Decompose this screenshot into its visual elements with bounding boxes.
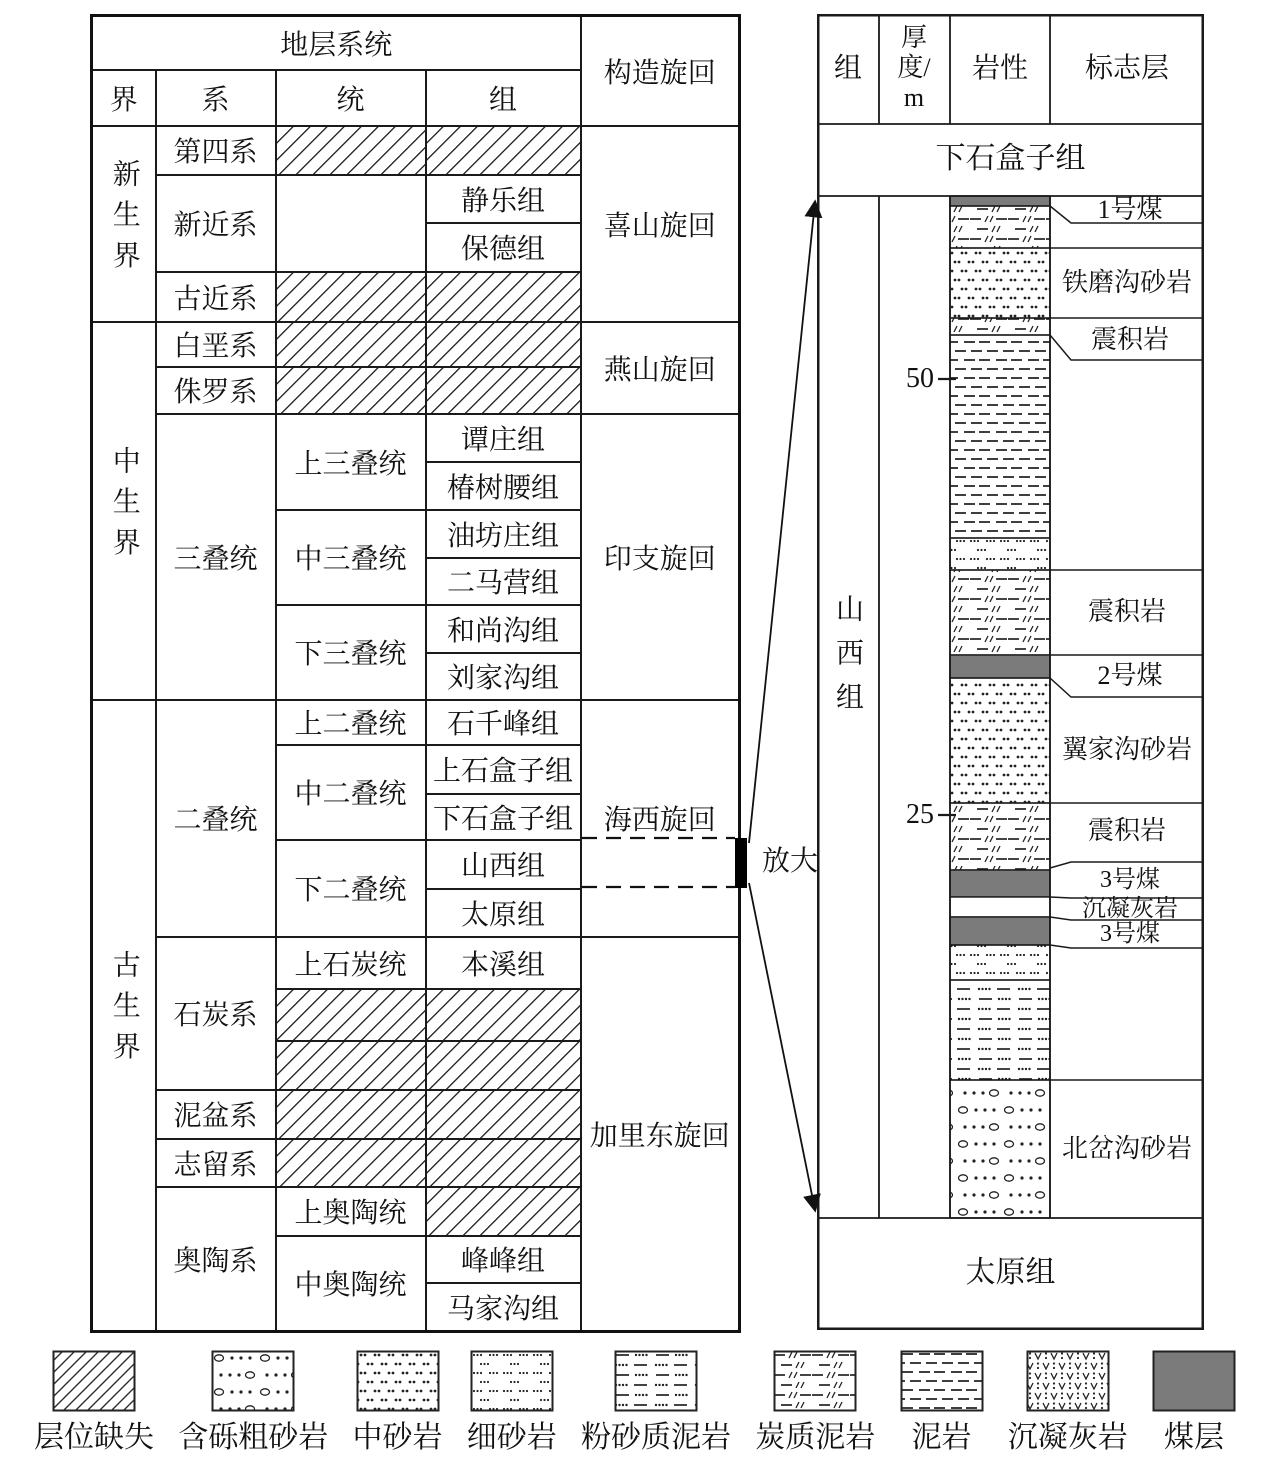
lt-series: 下二叠统	[276, 840, 426, 937]
marker-label-coal3: 3号煤	[1100, 867, 1160, 893]
lt-series-empty	[276, 175, 426, 272]
lt-series: 中二叠统	[276, 745, 426, 840]
legend-swatch-medium_sandstone	[356, 1350, 440, 1412]
lith-layer-fine_sandstone	[950, 945, 1050, 980]
legend-label: 粉砂质泥岩	[581, 1421, 731, 1454]
rt-header-lithology: 岩性	[971, 53, 1028, 84]
lt-hatch-cell	[276, 126, 426, 175]
legend-item-mudstone	[900, 1350, 984, 1455]
header-series: 统	[276, 70, 426, 126]
legend-swatch-coal	[1152, 1350, 1236, 1412]
lt-formation: 椿树腰组	[426, 462, 581, 510]
rt-header-formation: 组	[833, 53, 862, 84]
lt-cycle: 燕山旋回	[581, 322, 740, 414]
lith-layer-silty_mudstone	[950, 980, 1050, 1080]
marker-label-sandstone: 翼家沟砂岩	[1061, 735, 1192, 764]
lt-hatch-cell	[276, 322, 426, 367]
depth-tick-50: 50	[906, 363, 934, 394]
lith-layer-coarse_sandstone	[950, 1080, 1050, 1218]
legend-item-carbonaceous_mudstone	[755, 1350, 875, 1455]
legend-swatch-mudstone	[900, 1350, 984, 1412]
header-era: 界	[92, 70, 156, 126]
lt-system: 新近系	[156, 175, 276, 272]
lt-hatch-cell	[426, 1041, 581, 1090]
legend-label: 炭质泥岩	[755, 1421, 876, 1454]
lt-formation-shanxi: 山西组	[426, 840, 581, 889]
lt-system: 三叠统	[156, 414, 276, 700]
legend-item-tuff	[1008, 1350, 1128, 1455]
legend-label: 沉凝灰岩	[1007, 1421, 1128, 1454]
lt-system: 侏罗系	[156, 367, 276, 414]
lt-hatch-cell	[276, 989, 426, 1041]
legend-swatch-silty_mudstone	[614, 1350, 698, 1412]
lt-formation: 马家沟组	[426, 1283, 581, 1332]
lt-series: 上三叠统	[276, 414, 426, 510]
lt-series: 上石炭统	[276, 937, 426, 989]
depth-tick-25: 25	[906, 799, 934, 830]
header-system: 系	[156, 70, 276, 126]
lith-layer-coal	[950, 870, 1050, 897]
lt-cycle: 喜山旋回	[581, 126, 740, 322]
lt-system: 二叠统	[156, 700, 276, 937]
lt-hatch-cell	[276, 272, 426, 322]
rt-above-formation: 下石盒子组	[935, 142, 1086, 175]
lith-layer-coal	[950, 196, 1050, 206]
lt-era-cenozoic	[92, 126, 156, 322]
legend-swatch-hatch	[52, 1350, 136, 1412]
lt-hatch-cell	[426, 367, 581, 414]
lt-formation: 刘家沟组	[426, 653, 581, 700]
lt-cycle: 加里东旋回	[581, 937, 740, 1332]
lt-system: 志留系	[156, 1139, 276, 1187]
lt-system: 泥盆系	[156, 1090, 276, 1139]
lt-cycle: 海西旋回	[581, 700, 740, 937]
lith-layer-tuff_band	[950, 897, 1050, 917]
header-strat-system: 地层系统	[92, 16, 581, 70]
lt-hatch-cell	[426, 1139, 581, 1187]
marker-label-coal3: 3号煤	[1100, 921, 1160, 947]
rt-formation-name: 山西组	[832, 594, 863, 726]
lt-formation: 谭庄组	[426, 414, 581, 462]
lt-formation: 峰峰组	[426, 1236, 581, 1283]
lt-hatch-cell	[426, 1187, 581, 1236]
marker-label-seismite: 震积岩	[1087, 816, 1166, 845]
legend-label: 中砂岩	[352, 1421, 443, 1454]
header-formation: 组	[426, 70, 581, 126]
strat-system-table	[90, 14, 741, 1333]
legend-label: 泥岩	[911, 1421, 972, 1454]
depth-tick-dashes	[938, 379, 956, 815]
lt-formation: 和尚沟组	[426, 605, 581, 653]
rt-below-formation: 太原组	[965, 1256, 1056, 1289]
lt-system: 第四系	[156, 126, 276, 175]
legend-swatch-carbonaceous_mudstone	[773, 1350, 857, 1412]
legend-item-hatch	[34, 1350, 154, 1455]
legend-swatch-fine_sandstone	[470, 1350, 554, 1412]
lt-formation: 石千峰组	[426, 700, 581, 745]
zoom-label: 放大	[761, 846, 818, 877]
lith-layer-carbonaceous_mudstone	[950, 570, 1050, 655]
lt-formation: 下石盒子组	[426, 794, 581, 840]
marker-label-coal2: 2号煤	[1097, 661, 1163, 690]
marker-label-tuff: 沉凝灰岩	[1082, 896, 1178, 922]
legend	[34, 1350, 1236, 1455]
legend-label: 层位缺失	[34, 1421, 154, 1454]
legend-item-coarse_sandstone	[178, 1350, 328, 1455]
lt-hatch-cell	[276, 1090, 426, 1139]
marker-label-coal1: 1号煤	[1097, 195, 1163, 224]
legend-item-coal	[1152, 1350, 1236, 1455]
lt-system: 白垩系	[156, 322, 276, 367]
lt-hatch-cell	[426, 322, 581, 367]
lith-layer-medium_sandstone	[950, 248, 1050, 318]
legend-swatch-coarse_sandstone	[211, 1350, 295, 1412]
lt-hatch-cell	[276, 1139, 426, 1187]
header-tectonic-cycle: 构造旋回	[581, 16, 740, 126]
lt-formation: 静乐组	[426, 175, 581, 223]
rt-header-marker: 标志层	[1084, 53, 1169, 84]
lt-hatch-cell	[426, 1090, 581, 1139]
lt-series: 下三叠统	[276, 605, 426, 700]
lt-series: 中三叠统	[276, 510, 426, 605]
rt-header-thickness: 厚度/m	[897, 23, 931, 112]
lt-hatch-cell	[276, 1041, 426, 1090]
lith-layer-fine_sandstone	[950, 538, 1050, 570]
lt-system: 石炭系	[156, 937, 276, 1090]
lith-layer-carbonaceous_mudstone	[950, 206, 1050, 248]
lith-layer-carbonaceous_mudstone	[950, 803, 1050, 870]
lt-hatch-cell	[276, 367, 426, 414]
lt-series: 上二叠统	[276, 700, 426, 745]
lt-formation: 二马营组	[426, 558, 581, 605]
lt-era-paleozoic	[92, 700, 156, 1332]
legend-item-fine_sandstone	[467, 1350, 557, 1455]
lt-formation: 上石盒子组	[426, 745, 581, 794]
lt-hatch-cell	[426, 989, 581, 1041]
lt-series: 中奥陶统	[276, 1236, 426, 1332]
lt-era-label: 中生界	[108, 445, 140, 568]
lt-hatch-cell	[426, 272, 581, 322]
lt-system: 古近系	[156, 272, 276, 322]
lt-era-label: 古生界	[108, 950, 140, 1073]
legend-label: 煤层	[1164, 1421, 1224, 1454]
lith-layer-medium_sandstone	[950, 678, 1050, 803]
marker-label-seismite: 震积岩	[1090, 325, 1169, 354]
lt-system: 奥陶系	[156, 1187, 276, 1332]
lith-layer-coal	[950, 655, 1050, 678]
legend-item-silty_mudstone	[581, 1350, 731, 1455]
lt-era-mesozoic	[92, 322, 156, 700]
lith-layer-coal	[950, 917, 1050, 945]
legend-item-medium_sandstone	[353, 1350, 443, 1455]
lt-formation: 油坊庄组	[426, 510, 581, 558]
marker-label-sandstone: 北岔沟砂岩	[1061, 1134, 1192, 1163]
lt-cycle: 印支旋回	[581, 414, 740, 700]
lith-layer-mudstone	[950, 335, 1050, 538]
lt-formation: 保德组	[426, 223, 581, 272]
marker-label-sandstone: 铁磨沟砂岩	[1061, 268, 1192, 297]
lt-series: 上奥陶统	[276, 1187, 426, 1236]
lt-formation: 本溪组	[426, 937, 581, 989]
lt-hatch-cell	[426, 126, 581, 175]
legend-label: 含砾粗砂岩	[178, 1421, 329, 1454]
marker-label-seismite: 震积岩	[1087, 597, 1166, 626]
lt-formation: 太原组	[426, 889, 581, 937]
legend-swatch-tuff	[1026, 1350, 1110, 1412]
lt-era-label: 新生界	[108, 158, 140, 281]
lith-layer-carbonaceous_mudstone	[950, 318, 1050, 335]
legend-label: 细砂岩	[466, 1421, 557, 1454]
